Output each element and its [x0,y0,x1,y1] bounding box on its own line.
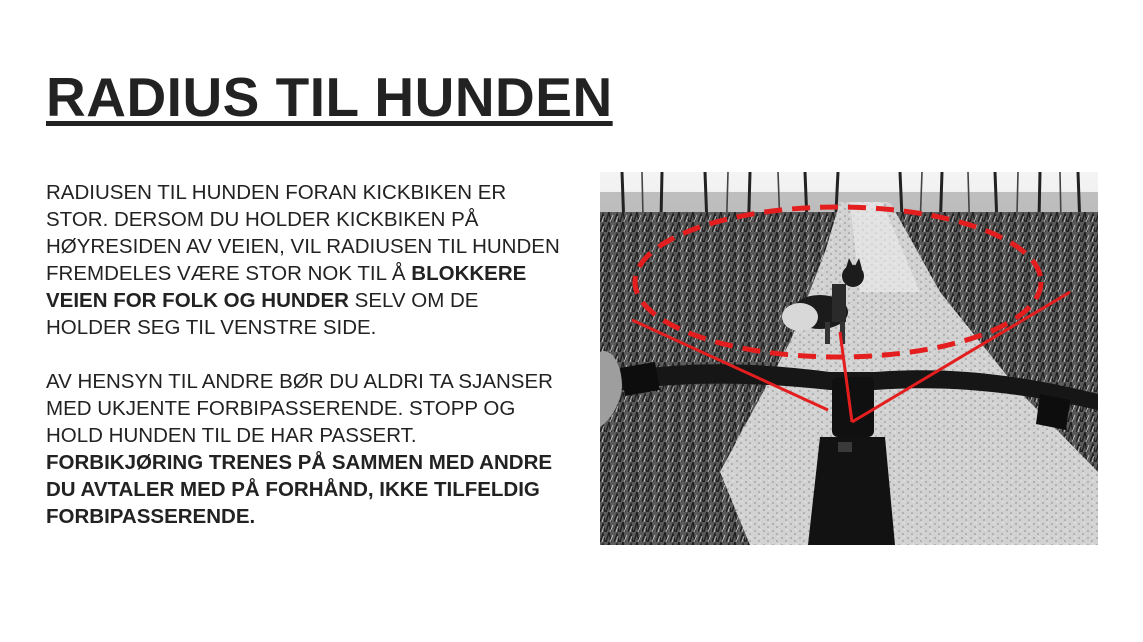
body-text [46,179,566,530]
paragraph-passersby [46,368,566,530]
paragraph-passersby-emphasis: FORBIKJØRING TRENES PÅ SAMMEN MED ANDRE DU AVTALER MED PÅ FORHÅND, IKKE TILFELDIG FORBIPASSERENDE. [46,451,553,528]
paragraph-passersby-text: AV HENSYN TIL ANDRE BØR DU ALDRI TA SJANSER MED UKJENTE FORBIPASSERENDE. STOPP OG HOLD HUNDEN TIL DE HAR PASSERT. [46,370,553,447]
paragraph-radius-tail: SELV OM DE HOLDER SEG TIL VENSTRE SIDE. [46,289,479,339]
paragraph-radius-text: RADIUSEN TIL HUNDEN FORAN KICKBIKEN ER STOR. DERSOM DU HOLDER KICKBIKEN PÅ HØYRESIDEN AV VEIEN, VIL RADIUSEN TIL HUNDEN FREMDELES VÆRE STOR NOK TIL Å [46,181,560,285]
paragraph-radius [46,179,566,341]
slide-title: RADIUS TIL HUNDEN [46,66,613,128]
trail-photo [600,172,1098,545]
paragraph-radius-emphasis: BLOKKERE VEIEN FOR FOLK OG HUNDER [46,262,527,312]
